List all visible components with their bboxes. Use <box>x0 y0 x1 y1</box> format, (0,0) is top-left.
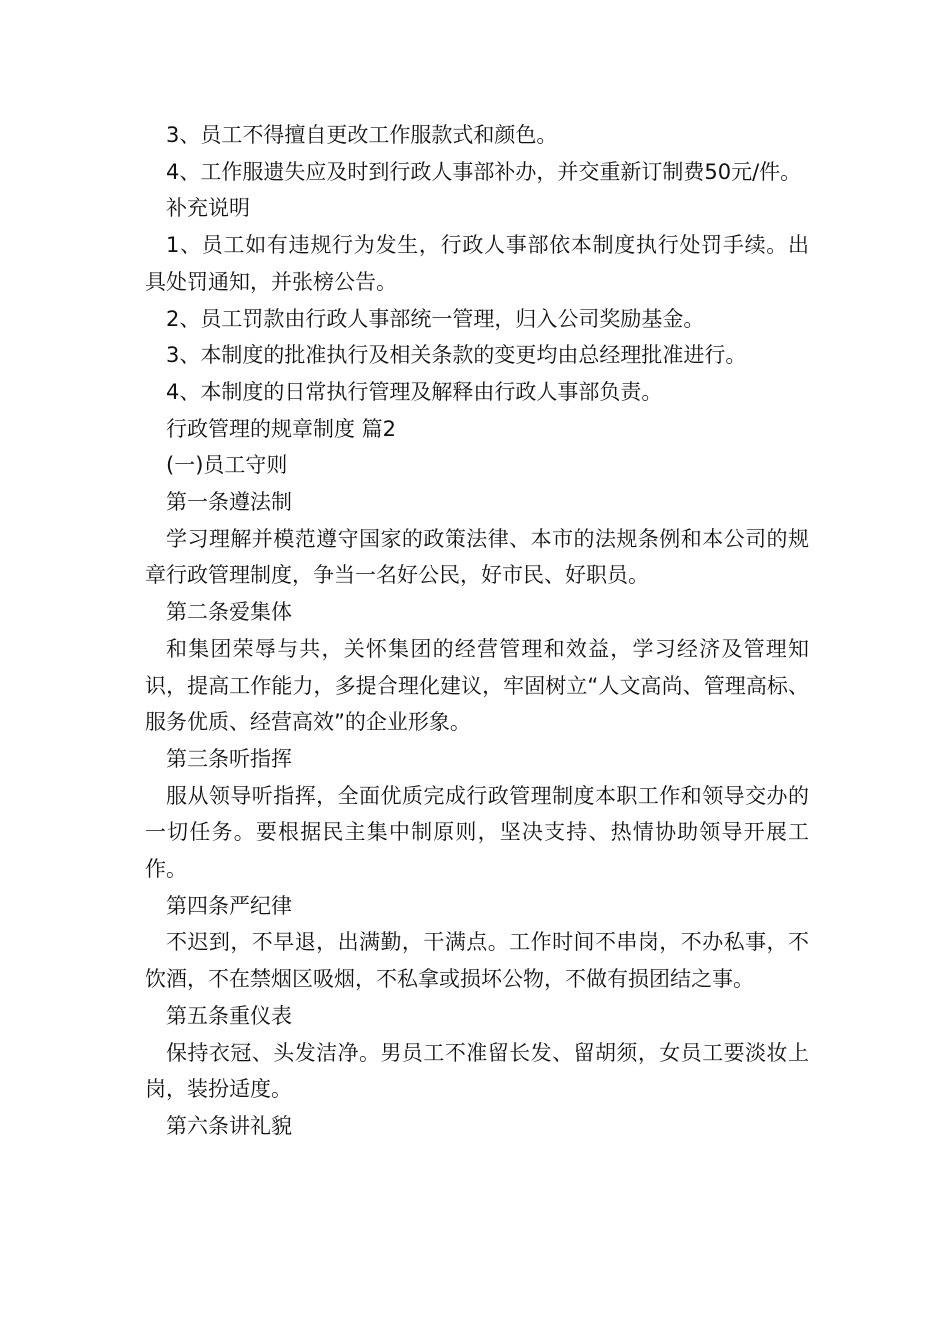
paragraph-uniform-rule-4: 4、工作服遗失应及时到行政人事部补办，并交重新订制费50元/件。 <box>166 159 802 184</box>
paragraph-supplement-4: 4、本制度的日常执行管理及解释由行政人事部负责。 <box>166 379 663 404</box>
article-3-title: 第三条听指挥 <box>166 746 292 771</box>
article-1-body: 学习理解并模范遵守国家的政策法律、本市的法规条例和本公司的规章行政管理制度，争当一名好公民，好市民、好职员。 <box>145 526 809 588</box>
article-5-body: 保持衣冠、头发洁净。男员工不准留长发、留胡须，女员工要淡妆上岗，装扮适度。 <box>145 1040 809 1102</box>
paragraph-uniform-rule-3: 3、员工不得擅自更改工作服款式和颜色。 <box>166 123 558 147</box>
article-4-body: 不迟到，不早退，出满勤，干满点。工作时间不串岗，不办私事，不饮酒，不在禁烟区吸烟，不私拿或损坏公物，不做有损团结之事。 <box>145 930 809 992</box>
subsection-employee-code: (一)员工守则 <box>166 453 288 478</box>
paragraph-supplement-3: 3、本制度的批准执行及相关条款的变更均由总经理批准进行。 <box>166 343 747 368</box>
section-title-part-2: 行政管理的规章制度 篇2 <box>166 416 397 441</box>
paragraph-supplement-2: 2、员工罚款由行政人事部统一管理，归入公司奖励基金。 <box>166 306 705 331</box>
article-3-body: 服从领导听指挥，全面优质完成行政管理制度本职工作和领导交办的一切任务。要根据民主集中制原则，坚决支持、热情协助领导开展工作。 <box>145 783 809 882</box>
article-2-body: 和集团荣辱与共，关怀集团的经营管理和效益，学习经济及管理知识，提高工作能力，多提合理化建议，牢固树立“人文高尚、管理高标、服务优质、经营高效”的企业形象。 <box>145 636 809 735</box>
article-5-title: 第五条重仪表 <box>166 1003 292 1028</box>
paragraph-supplement-1: 1、员工如有违规行为发生，行政人事部依本制度执行处罚手续。出具处罚通知，并张榜公告。 <box>145 233 809 294</box>
article-2-title: 第二条爱集体 <box>166 600 292 625</box>
article-4-title: 第四条严纪律 <box>166 893 292 918</box>
article-1-title: 第一条遵法制 <box>166 490 292 515</box>
document-body <box>145 117 809 1145</box>
article-6-title: 第六条讲礼貌 <box>166 1113 292 1138</box>
heading-supplementary-notes: 补充说明 <box>166 196 250 221</box>
